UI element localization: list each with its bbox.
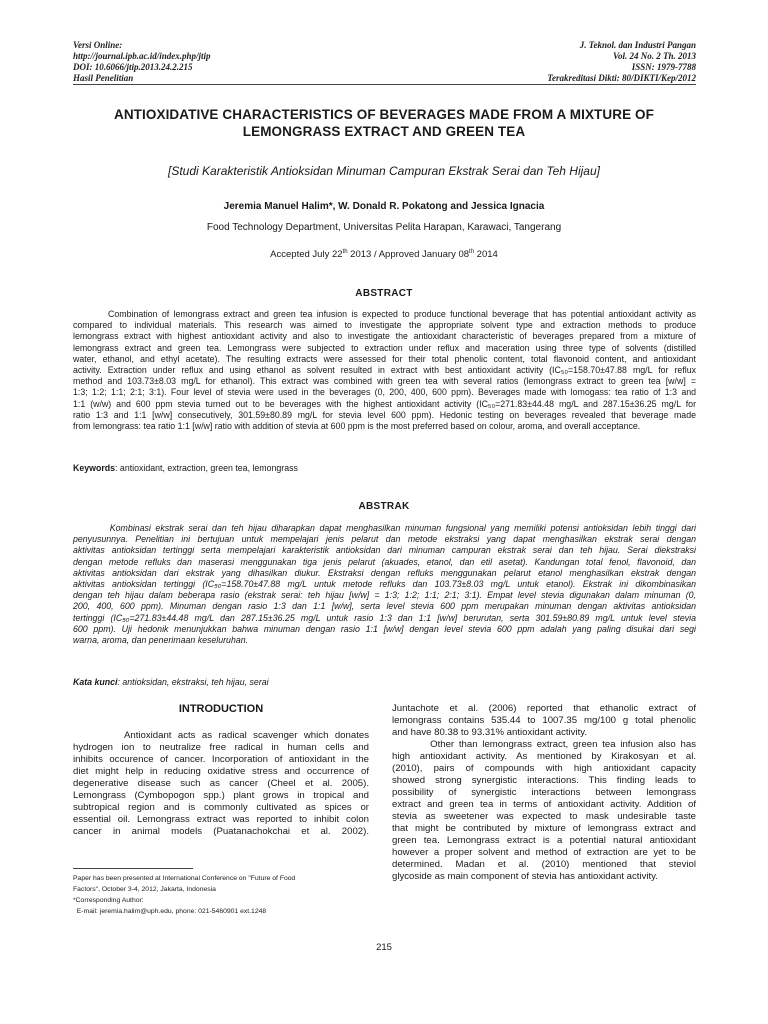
abstract-line: water, ethanol, and ethyl acetate). The resulting extracts were assessed for their total phenolic content, total flavonoid content, and antioxidant (73, 353, 696, 364)
intro-line: Lemongrass (Cymbopogon spp.) plant grows in tropical and (73, 790, 369, 801)
abstrak-line: aktivitas antioksidan dari ekstrak yang dihasilkan diukur. Ekstraksi dengan refluks menggunakan pelarut etanol menghasilkan ekstrak dengan (73, 567, 696, 578)
abstrak-line: 600 ppm). Uji hedonik menunjukkan bahwa minuman dengan rasio 1:1 [w/w] dengan level stevia 600 ppm adalah yang paling disukai dari segi (73, 623, 696, 634)
abstract-line: from lemongrass: tea ratio 1:1 [w/w] ratio with addition of stevia at 600 ppm is the most preferred based on colour, aroma, and overall acceptance. (73, 421, 641, 432)
abstract-line: ratio 1:3 and 1:1 [w/w] consecutively, 301.59±80.89 mg/L for stevia level 600 ppm). Hedonic testing on beverages revealed that beverage made (73, 409, 696, 420)
intro-line: Other than lemongrass extract, green tea infusion also has (392, 739, 696, 750)
intro-line: (2010), pairs of compounds with high antioxidant capacity (392, 763, 696, 774)
accepted-sup: th (342, 249, 348, 255)
header-accreditation: Terakreditasi Dikti: 80/DIKTI/Kep/2012 (547, 73, 696, 83)
accepted-text: 2013 / Approved January 08 (347, 249, 470, 261)
abstract-line: lemongrass extract with highest antioxidant activity and also to investigate the antioxidant characteristic of beverages prepared from a mixture of (73, 331, 696, 342)
abstrak-line: 200, 400, 600 ppm). Minuman dengan rasio 1:3 dan 1:1 [w/w], serta level stevia 600 ppm merupakan minuman dengan aktivitas antioksidan (73, 601, 696, 612)
journal-header-left (73, 40, 211, 84)
journal-header-right (547, 40, 696, 84)
header-version: Versi Online: (73, 40, 123, 50)
abstrak-line: Kombinasi ekstrak serai dan teh hijau diharapkan dapat menghasilkan minuman fungsional yang memiliki potensi antioksidan lebih tinggi dari (73, 523, 696, 533)
intro-right-column (392, 703, 696, 883)
intro-line: however a proper solvent and method of extraction are yet to be (392, 847, 696, 858)
intro-line: hydrogen ion to neutralize free radical in human cells and (73, 742, 369, 753)
abstract-line: 1:3; 1:2; 1:1; 2:1; 3:1). Four level of stevia were used in the beverages (0, 200, 400, 600 ppm). Beverages made with lomogass: tea ratio of 1:3 and (73, 387, 696, 398)
abstrak-line: dengan teh hijau dalam beberapa rasio (ekstrak serai: teh hijau [w/w] = 1:3; 1:2; 1:1; 2:1; 3:1). Empat level stevia digunakan dalam minuman (0, (73, 590, 696, 601)
abstract-line: activity. Extraction under reflux and using ethanol as solvent resulted in extract with best antioxidant activity (IC₅₀=158.70±47.88 mg/L for reflux (73, 365, 696, 376)
abstract-line: compared to individual materials. This research was aimed to investigate the appropriate solvent type and extraction methods to produce (73, 320, 696, 331)
accepted-date (90, 249, 678, 260)
intro-line: degenerative disease such as cancer (Cheel et al. 2005). (73, 778, 369, 789)
header-divider (73, 84, 696, 85)
intro-left-column (73, 730, 369, 838)
header-volume: Vol. 24 No. 2 Th. 2013 (612, 51, 696, 61)
abstract-line: lemongrass extract and green tea. Lemongrass were subjected to extraction under reflux and maceration using three type of solvents (distilled (73, 342, 696, 353)
header-doi: DOI: 10.6066/jtip.2013.24.2.215 (73, 62, 193, 72)
paper-subtitle: [Studi Karakteristik Antioksidan Minuman Campuran Ekstrak Serai dan Teh Hijau] (168, 164, 600, 178)
abstrak-line: penyusunnya. Penelitian ini bertujuan untuk mempelajari jenis pelarut dan metode ekstraksi yang dapat menghasilkan ekstrak serai dengan (73, 534, 696, 545)
intro-line: showed strong synergistic interactions. This finding leads to (392, 775, 696, 786)
kata-kunci-label: Kata kunci (73, 677, 118, 687)
footnote-divider (73, 868, 193, 869)
authors: Jeremia Manuel Halim*, W. Donald R. Pokatong and Jessica Ignacia (223, 201, 545, 212)
footnote-line: *Corresponding Author: (73, 897, 144, 904)
intro-line: diet might help in reducing oxidative stress and occurrence of (73, 766, 369, 777)
intro-line: inhibits occurence of cancer. Incorporation of antioxidant in the (73, 754, 369, 765)
abstrak-heading: ABSTRAK (358, 501, 410, 512)
footnote-contact: E-mail: jeremia.halim@uph.edu, phone: 021-5460901 ext.1248 (73, 908, 267, 915)
intro-line: lemongrass contains 535.44 to 1007.35 mg/100 g total phenolic (392, 715, 696, 726)
abstract-line: Combination of lemongrass extract and green tea infusion is expected to produce functional beverage that has potential antioxidant activity as (73, 309, 696, 319)
abstract-line: method and 103.73±8.03 mg/L for ethanol). This extract was combined with green tea with several ratios (lemongrass extract to green tea [w/w] = (73, 376, 696, 387)
keywords-label: Keywords (73, 463, 116, 473)
abstract-body (73, 309, 696, 432)
header-issn: ISSN: 1979-7788 (631, 62, 696, 72)
intro-line: essential oil. Lemongrass extract was reported to inhibit colon (73, 814, 369, 825)
intro-line: stevia as sweetener was expected to mask undesirable taste (392, 811, 696, 822)
introduction-heading: INTRODUCTION (178, 703, 264, 715)
intro-line: green tea. Lemongrass extract is a potential natural antioxidant (392, 835, 696, 846)
intro-line: possibility of synergistic interactions between lemongrass (392, 787, 696, 798)
intro-line: cancer in animal models (Puatanachokchai et al. 2002). (73, 826, 369, 837)
paper-title-line: ANTIOXIDATIVE CHARACTERISTICS OF BEVERAGES MADE FROM A MIXTURE OF (113, 107, 654, 122)
keywords-text: : antioxidant, extraction, green tea, lemongrass (115, 463, 298, 473)
accepted-text: 2014 (474, 249, 498, 261)
paper-title (90, 106, 678, 140)
abstrak-line: tertinggi (IC₅₀=271.83±44.48 mg/L dan 287.15±36.25 mg/L untuk rasio 1:3 dan 1:1 [w/w] berurutan, serta 301.59±80.89 mg/L untuk level stevia (73, 612, 696, 623)
abstract-line: 1:1 (w/w) and 600 ppm stevia turned out to be beverages with the highest antioxidant activity (IC₅₀=271.83±44.48 mg/L and 287.15±36.25 mg/L for (73, 398, 696, 409)
intro-line: Antioxidant acts as radical scavenger which donates (73, 730, 369, 741)
header-article-type: Hasil Penelitian (73, 73, 134, 83)
abstract-heading: ABSTRACT (355, 288, 413, 299)
paper-title-line: LEMONGRASS EXTRACT AND GREEN TEA (242, 124, 526, 139)
kata-kunci-text: : antioksidan, ekstraksi, teh hijau, serai (117, 677, 269, 687)
intro-line: and have 80.38 to 93.31% antioxidant activity. (392, 727, 588, 738)
kata-kunci (73, 677, 269, 687)
abstrak-line: dengan metode refluks dan maserasi menggunakan tiga jenis pelarut (akuades, etanol, dan etil asetat). Kandungan total fenol, flavonoid, dan (73, 556, 696, 567)
intro-line: subtropical region and is commonly cultivated as spices or (73, 802, 369, 813)
footnotes (73, 873, 373, 917)
abstrak-line: aktivitas antioksidan tertinggi serta mempelajari karakteristik antioksidan dari minuman campuran ekstrak serai dan teh hijau. Serai diekstraksi (73, 545, 696, 556)
abstrak-body (73, 523, 696, 646)
abstrak-line: aktivitas antioksidan tertinggi (IC₅₀=158.70±47.88 mg/L untuk metode refluks dan 103.73±8.03 mg/L untuk etanol). Ekstrak ini dikombinasikan (73, 579, 696, 590)
footnote-line: Factors", October 3-4, 2012, Jakarta, Indonesia (73, 886, 216, 893)
affiliation: Food Technology Department, Universitas Pelita Harapan, Karawaci, Tangerang (206, 222, 562, 233)
accepted-text: Accepted July 22 (270, 249, 343, 261)
intro-line: extract and green tea in terms of antioxidant activity. Addition of (392, 799, 696, 810)
abstrak-line: warna, aroma, dan penerimaan keseluruhan. (73, 635, 249, 646)
header-url[interactable]: http://journal.ipb.ac.id/index.php/jtip (73, 51, 211, 61)
keywords (73, 463, 298, 473)
intro-line: Juntachote et al. (2006) reported that ethanolic extract of (392, 703, 696, 714)
header-journal-name: J. Teknol. dan Industri Pangan (579, 40, 696, 50)
footnote-line: Paper has been presented at International Conference on "Future of Food (73, 875, 296, 882)
intro-line: glycoside as main component of stevia has antioxidant activity. (392, 871, 658, 882)
accepted-sup: th (469, 249, 475, 255)
intro-line: determined. Madan et al. (2010) mentioned that steviol (392, 859, 696, 870)
intro-line: that might be contributed by mixture of lemongrass extract and (392, 823, 696, 834)
intro-line: high antioxidant activity. As mentioned by Kirakosyan et al. (392, 751, 696, 762)
page-number: 215 (376, 942, 392, 953)
